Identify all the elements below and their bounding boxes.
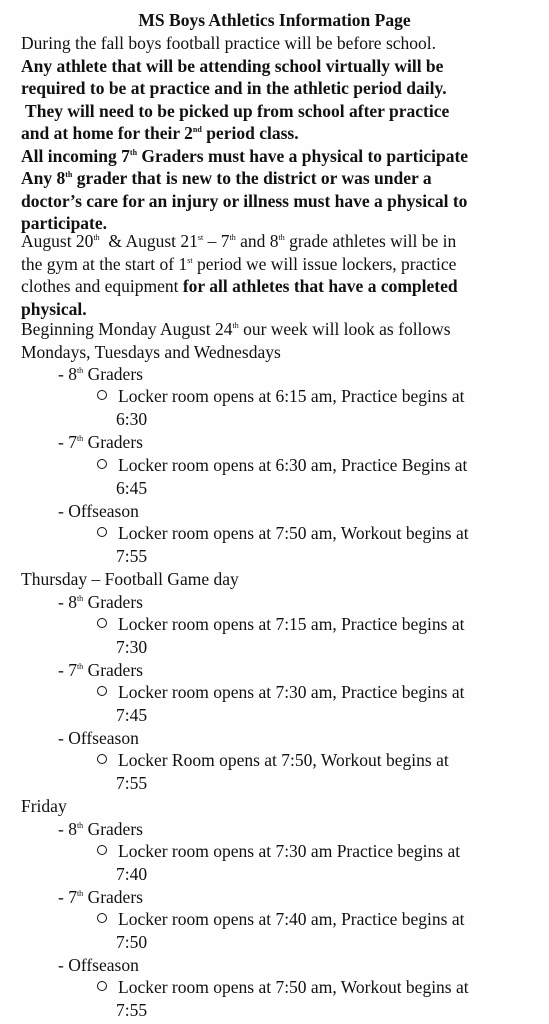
text-fragment: grade athletes will be in [284, 231, 457, 251]
superscript: th [76, 434, 84, 443]
text-fragment: All incoming 7 [21, 145, 130, 166]
schedule-item [96, 976, 469, 999]
day-heading-friday: Friday [21, 796, 67, 816]
superscript: th [76, 821, 84, 830]
virtual-notice-line [21, 122, 521, 145]
bullet-circle-icon [97, 981, 107, 991]
superscript: nd [192, 125, 202, 134]
grade-heading [58, 886, 143, 909]
text-fragment: - 7 [58, 887, 77, 907]
grade-heading: - Offseason [58, 501, 139, 521]
text-fragment: Graders [83, 819, 143, 839]
schedule-time: 7:40 [116, 864, 148, 884]
text-fragment: Graders [83, 364, 143, 384]
bullet-circle-icon [97, 845, 107, 855]
grade-heading [58, 591, 143, 614]
superscript: th [229, 233, 236, 242]
schedule-text: Locker room opens at 6:15 am, Practice begins at [118, 386, 465, 406]
text-fragment: Graders [83, 887, 143, 907]
grade-heading [58, 431, 143, 454]
page-title: MS Boys Athletics Information Page [138, 10, 411, 30]
virtual-notice-line: Any athlete that will be attending school virtually will be [21, 55, 444, 76]
superscript: th [76, 889, 84, 898]
text-fragment: Graders must have a physical to participate [137, 145, 469, 166]
new-student-physical-line: participate. [21, 213, 108, 233]
text-fragment: and at home for their 2 [21, 123, 193, 143]
text-fragment: - 8 [58, 819, 77, 839]
schedule-item [96, 522, 469, 545]
schedule-time: 7:55 [116, 773, 148, 793]
day-heading-thursday: Thursday – Football Game day [21, 569, 239, 589]
text-fragment: clothes and equipment [21, 276, 183, 296]
schedule-time: 7:30 [116, 637, 148, 657]
locker-issue-line: physical. [21, 298, 87, 319]
text-fragment: – 7 [203, 231, 230, 251]
physical-requirement-line [21, 145, 521, 168]
superscript: th [129, 147, 138, 157]
superscript: th [76, 366, 84, 375]
new-student-physical-line: doctor’s care for an injury or illness must have a physical to [21, 190, 468, 211]
schedule-text: Locker room opens at 6:30 am, Practice Begins at [118, 455, 468, 475]
superscript: th [93, 233, 100, 242]
superscript: th [76, 594, 84, 603]
text-fragment: for all athletes that have a completed [182, 276, 458, 296]
text-fragment: Any 8 [21, 168, 66, 188]
bullet-circle-icon [97, 618, 107, 628]
grade-heading: - Offseason [58, 955, 139, 975]
text-fragment: August 20 [21, 231, 94, 251]
virtual-notice-line: They will need to be picked up from school after practice [21, 100, 450, 121]
schedule-text: Locker room opens at 7:40 am, Practice begins at [118, 909, 465, 929]
virtual-notice-line: required to be at practice and in the athletic period daily. [21, 78, 447, 98]
locker-issue-line [21, 230, 521, 253]
text-fragment: & August 21 [99, 231, 198, 251]
bullet-circle-icon [97, 686, 107, 696]
intro-section [21, 32, 521, 235]
grade-heading: - Offseason [58, 728, 139, 748]
schedule-text: Locker room opens at 7:50 am, Workout begins at [118, 523, 469, 543]
bullet-circle-icon [97, 913, 107, 923]
schedule-item [96, 385, 465, 408]
text-fragment: and 8 [235, 231, 279, 251]
schedule-text: Locker room opens at 7:50 am, Workout begins at [118, 977, 469, 997]
schedule-time: 6:45 [116, 478, 148, 498]
text-fragment: period we will issue lockers, practice [192, 253, 457, 274]
intro-line: During the fall boys football practice will be before school. [21, 33, 437, 53]
bullet-circle-icon [97, 754, 107, 764]
text-fragment: the gym at the start of 1 [21, 253, 188, 274]
schedule-time: 7:45 [116, 705, 148, 725]
superscript: th [278, 233, 285, 242]
text-fragment: Graders [83, 660, 143, 680]
grade-heading [58, 818, 143, 841]
new-student-physical-line [21, 167, 521, 190]
schedule-text: Locker room opens at 7:30 am, Practice begins at [118, 682, 465, 702]
text-fragment: Beginning Monday August 24 [21, 319, 233, 339]
text-fragment: - 7 [58, 432, 77, 452]
text-fragment: - 8 [58, 364, 77, 384]
superscript: th [76, 662, 84, 671]
text-fragment: - 7 [58, 660, 77, 680]
schedule-text: Locker room opens at 7:30 am Practice begins at [118, 841, 461, 861]
schedule-item [96, 613, 465, 636]
text-fragment: - 8 [58, 592, 77, 612]
text-fragment: grader that is new to the district or was under a [72, 168, 432, 188]
schedule-time: 7:50 [116, 932, 148, 952]
text-fragment: period class. [201, 123, 299, 143]
superscript: st [187, 255, 193, 265]
locker-issue-section [21, 230, 521, 320]
schedule-time: 6:30 [116, 409, 148, 429]
schedule-time: 7:55 [116, 546, 148, 566]
superscript: st [197, 233, 204, 242]
schedule-item [96, 681, 465, 704]
schedule-item [96, 454, 467, 477]
schedule-text: Locker Room opens at 7:50, Workout begins at [118, 750, 449, 770]
week-intro-line [21, 318, 521, 341]
week-intro-section [21, 318, 521, 363]
day-heading-mtw: Mondays, Tuesdays and Wednesdays [21, 341, 281, 362]
locker-issue-line [21, 253, 521, 276]
schedule-item [96, 908, 465, 931]
grade-heading [58, 363, 143, 386]
schedule-item [96, 749, 449, 772]
text-fragment: Graders [83, 432, 143, 452]
bullet-circle-icon [97, 527, 107, 537]
superscript: th [65, 170, 73, 179]
locker-issue-line [21, 275, 521, 298]
bullet-circle-icon [97, 459, 107, 469]
schedule-time: 7:55 [116, 1000, 148, 1020]
text-fragment: our week will look as follows [238, 319, 451, 339]
schedule-text: Locker room opens at 7:15 am, Practice begins at [118, 614, 465, 634]
schedule-item [96, 840, 460, 863]
superscript: th [232, 321, 239, 330]
grade-heading [58, 659, 143, 682]
text-fragment: Graders [83, 592, 143, 612]
bullet-circle-icon [97, 390, 107, 400]
